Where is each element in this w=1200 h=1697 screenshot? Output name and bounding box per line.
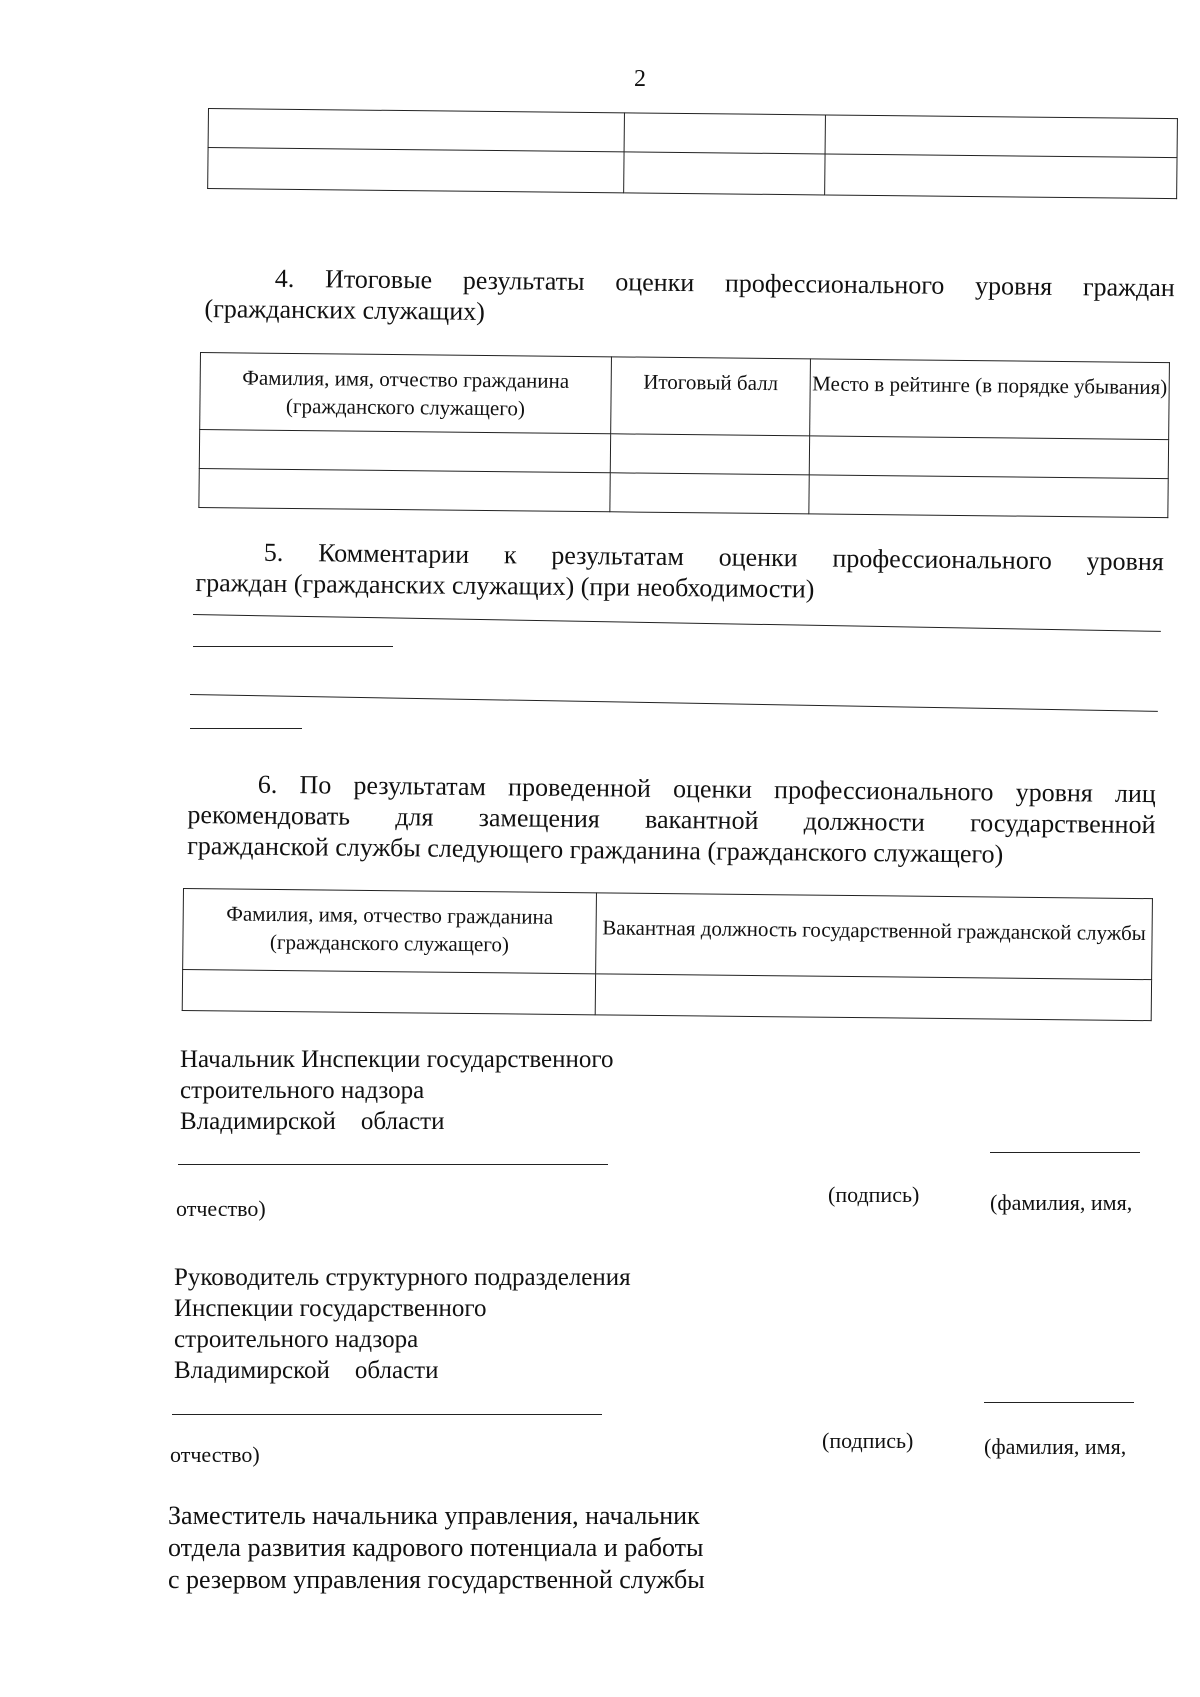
section-6-heading-line2: рекомендовать для замещения вакантной должности государственной	[187, 799, 1156, 840]
signatory-1-name-line	[178, 1164, 608, 1165]
signatory-1-name-caption: (фамилия, имя,	[990, 1190, 1133, 1215]
table-row	[208, 148, 1177, 199]
signatory-1-patronymic-caption: отчество)	[176, 1196, 266, 1221]
comment-line-2-end	[190, 728, 302, 729]
table-header-row	[200, 353, 1170, 440]
column-header-score: Итоговый балл	[611, 357, 811, 436]
signatory-2-signature-caption: (подпись)	[822, 1428, 914, 1453]
recommendation-table	[182, 888, 1153, 1021]
section-6-heading-line1: 6. По результатам проведенной оценки профессионального уровня лиц	[257, 769, 1156, 809]
signatory-1-title-line: Владимирской области	[180, 1108, 445, 1135]
page-number: 2	[634, 66, 646, 92]
table-header-row	[183, 889, 1153, 980]
column-header-name: Фамилия, имя, отчество гражданина (гражданского служащего)	[183, 889, 597, 974]
signatory-2-signature-line	[984, 1402, 1134, 1403]
signatory-1-title	[180, 1044, 614, 1137]
signatory-1-signature-caption: (подпись)	[828, 1182, 920, 1207]
signatory-3-title-line: отдела развития кадрового потенциала и работы	[168, 1533, 704, 1562]
signatory-2-name-line	[172, 1414, 602, 1415]
signatory-2-name-caption: (фамилия, имя,	[984, 1434, 1127, 1459]
section-6-heading	[187, 768, 1156, 871]
signatory-1-title-line: Начальник Инспекции государственного	[180, 1046, 614, 1073]
results-table	[198, 352, 1170, 518]
column-header-name: Фамилия, имя, отчество гражданина (гражданского служащего)	[200, 353, 612, 434]
section-5-heading	[195, 536, 1164, 608]
continuation-table	[207, 108, 1178, 199]
table-row	[182, 970, 1151, 1021]
comment-line-1	[193, 614, 1161, 632]
signatory-1-title-line: строительного надзора	[180, 1077, 425, 1104]
signatory-1-signature-line	[990, 1152, 1140, 1153]
comment-line-2	[190, 694, 1158, 712]
signatory-2-title-line: Руководитель структурного подразделения	[174, 1264, 631, 1291]
signatory-2-title-line: Владимирской области	[174, 1357, 439, 1384]
signatory-3-title-line: Заместитель начальника управления, начальник	[168, 1501, 700, 1530]
section-4-heading-line2: (гражданских служащих)	[204, 293, 486, 326]
column-header-rank: Место в рейтинге (в порядке убывания)	[810, 359, 1170, 440]
signatory-2-title-line: строительного надзора	[174, 1326, 419, 1353]
signatory-2-title	[174, 1262, 631, 1386]
signatory-2-patronymic-caption: отчество)	[170, 1442, 260, 1467]
section-6-heading-line3: гражданской службы следующего гражданина (гражданского служащего)	[187, 830, 1004, 869]
comment-line-1-end	[193, 646, 393, 647]
section-4-heading-line1: 4. Итоговые результаты оценки профессионального уровня граждан	[274, 263, 1175, 303]
column-header-position: Вакантная должность государственной гражданской службы	[596, 893, 1153, 980]
section-5-heading-line1: 5. Комментарии к результатам оценки профессионального уровня	[263, 537, 1164, 577]
signatory-3-title	[168, 1500, 705, 1596]
signatory-3-title-line: с резервом управления государственной службы	[168, 1565, 705, 1594]
signatory-2-title-line: Инспекции государственного	[174, 1295, 487, 1322]
section-5-heading-line2: граждан (гражданских служащих) (при необходимости)	[195, 567, 815, 604]
section-4-heading	[204, 262, 1175, 334]
